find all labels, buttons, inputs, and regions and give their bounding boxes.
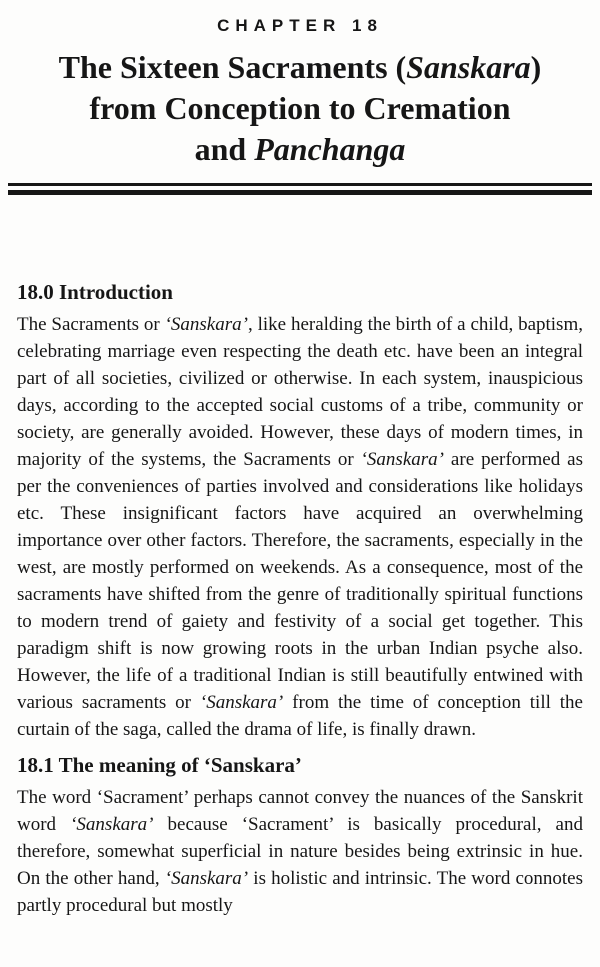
chapter-header [0,0,600,195]
text-run: The word ‘Sacrament’ perhaps cannot convey the nuances of the Sanskrit word [17,787,583,835]
sections [17,279,583,919]
section-heading: 18.0 Introduction [17,280,173,304]
title-line [10,47,590,88]
text-run: ) [530,49,542,85]
section-heading: 18.1 The meaning of ‘Sanskara’ [17,753,302,777]
italic-text: Panchanga [254,131,406,167]
page-body [0,279,600,919]
italic-text: ‘Sanskara’ [360,449,444,470]
chapter-title [10,47,590,170]
text-run: , like heralding the birth of a child, baptism, celebrating marriage even respecting the death etc. have been an integral part of all societies, civilized or otherwise. In each system, inauspicious days, according to the accepted social customs of a tribe, community or society, are generally avoided. However, these days of modern times, in majority of the systems, the Sacraments or [17,314,583,470]
italic-text: Sanskara [406,49,531,85]
paragraph [17,311,583,743]
chapter-label: CHAPTER 18 [217,16,383,35]
italic-text: ‘Sanskara’ [164,868,249,889]
title-line [10,88,590,129]
title-line [10,129,590,170]
italic-text: ‘Sanskara’ [70,814,154,835]
text-run: The Sixteen Sacraments ( [58,49,407,85]
text-run: from Conception to Cremation [89,90,511,126]
text-run: are performed as per the conveniences of parties involved and considerations like holidays etc. These insignificant factors have acquired an overwhelming importance over other factors. Therefore, the sacraments, especially in the west, are mostly performed on weekends. As a consequence, most of the sacraments have shifted from the genre of traditionally spiritual functions to modern trend of gaiety and festivity of a social get together. This paradigm shift is now growing roots in the urban Indian psyche also. However, the life of a traditional Indian is still beautifully entwined with various sacraments or [17,449,583,713]
text-run: and [194,131,255,167]
section [17,752,583,919]
paragraph [17,784,583,919]
text-run: because ‘Sacrament’ is basically procedural, and therefore, somewhat superficial in nature besides being extrinsic in hue. On the other hand, [17,814,583,889]
text-run: from the time of conception till the curtain of the saga, called the drama of life, is finally drawn. [17,692,583,740]
text-run: is holistic and intrinsic. The word connotes partly procedural but mostly [17,868,584,916]
italic-text: ‘Sanskara’ [164,314,248,335]
text-run: The Sacraments or [17,314,165,335]
italic-text: ‘Sanskara’ [199,692,284,713]
title-rule [8,183,592,195]
section [17,279,583,743]
